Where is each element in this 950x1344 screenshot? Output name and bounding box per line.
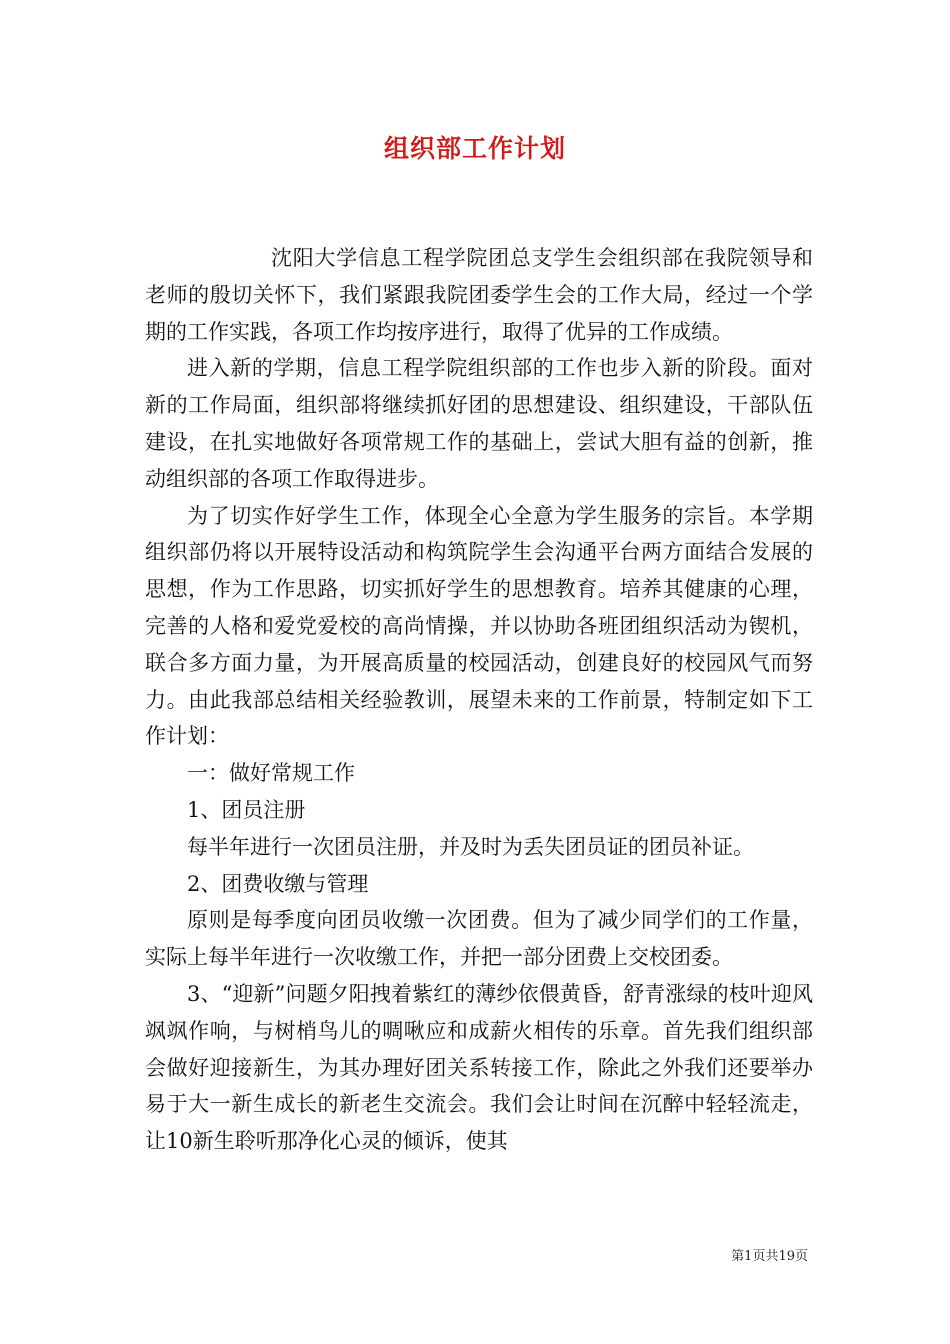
item-heading-member-registration: 1、团员注册 bbox=[187, 797, 306, 822]
paragraph-new-semester: 进入新的学期，信息工程学院组织部的工作也步入新的阶段。面对新的工作局面，组织部将继续抓好团的思想建设、组织建设，干部队伍建设，在扎实地做好各项常规工作的基础上，尝试大胆有益的创新，推动组织部的各项工作取得进步。 bbox=[145, 356, 813, 491]
paragraph-dues: 原则是每季度向团员收缴一次团费。但为了减少同学们的工作量，实际上每半年进行一次收缴工作，并把一部分团费上交校团委。 bbox=[145, 908, 813, 970]
paragraph-welcome-freshmen: 3、“迎新”问题夕阳拽着紫红的薄纱依偎黄昏，舒青涨绿的枝叶迎风飒飒作响，与树梢鸟儿的啁啾应和成薪火相传的乐章。首先我们组织部会做好迎接新生，为其办理好团关系转接工作，除此之外我们还要举办易于大一新生成长的新老生交流会。我们会让时间在沉醉中轻轻流走，让10新生聆听那净化心灵的倾诉，使其 bbox=[145, 981, 813, 1154]
page-number: 第1页共19页 bbox=[731, 1249, 808, 1264]
document-title: 组织部工作计划 bbox=[383, 134, 566, 163]
paragraph-work-purpose: 为了切实作好学生工作，体现全心全意为学生服务的宗旨。本学期组织部仍将以开展特设活动和构筑院学生会沟通平台两方面结合发展的思想，作为工作思路，切实抓好学生的思想教育。培养其健康的心理，完善的人格和爱党爱校的高尚情操，并以协助各班团组织活动为锲机，联合多方面力量，为开展高质量的校园活动，创建良好的校园风气而努力。由此我部总结相关经验教训，展望未来的工作前景，特制定如下工作计划： bbox=[145, 503, 813, 749]
section-heading-routine-work: 一：做好常规工作 bbox=[187, 761, 355, 786]
paragraph-member-registration: 每半年进行一次团员注册，并及时为丢失团员证的团员补证。 bbox=[187, 834, 754, 859]
document-body bbox=[145, 240, 813, 1160]
item-heading-dues: 2、团费收缴与管理 bbox=[187, 871, 369, 896]
paragraph-intro: 沈阳大学信息工程学院团总支学生会组织部在我院领导和老师的殷切关怀下，我们紧跟我院团委学生会的工作大局，经过一个学期的工作实践，各项工作均按序进行，取得了优异的工作成绩。 bbox=[145, 246, 813, 344]
